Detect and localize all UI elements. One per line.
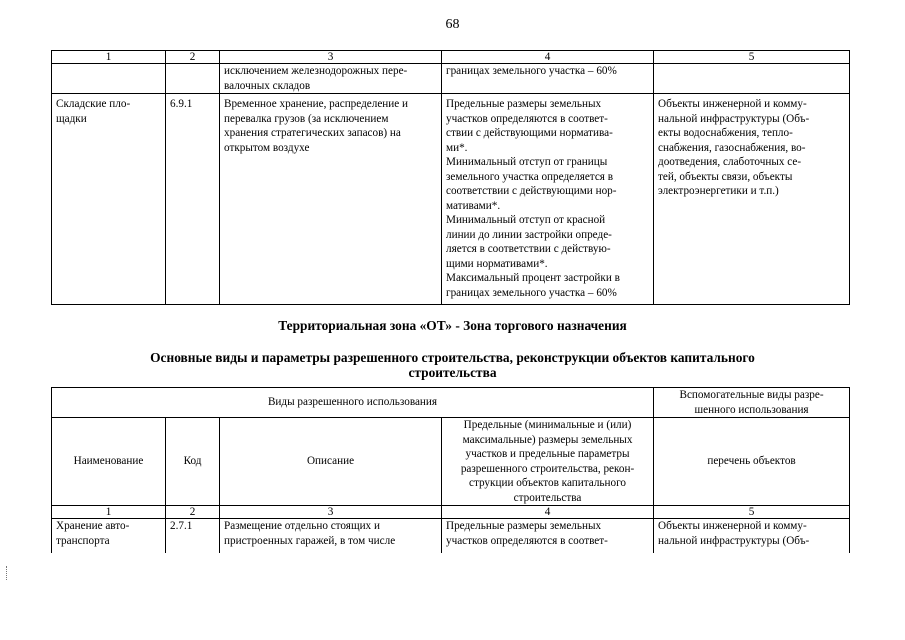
text-line: транспорта <box>56 534 110 547</box>
text-line: участков и предельные параметры <box>465 448 630 460</box>
header-parameters <box>442 418 654 506</box>
scan-margin-mark <box>6 566 11 580</box>
text-line: пристроенных гаражей, в том числе <box>224 534 396 547</box>
text-line: хранения стратегических запасов) на <box>224 127 401 139</box>
section-title <box>0 350 905 380</box>
bottom-table <box>51 387 850 553</box>
header-name: Наименование <box>52 418 166 506</box>
header-code: Код <box>166 418 220 506</box>
text-line: валочных складов <box>224 79 311 92</box>
text-line: Хранение авто- <box>56 520 130 532</box>
text-line: Объекты инженерной и комму- <box>658 98 807 110</box>
text-line: щими нормативами*. <box>446 257 548 270</box>
text-line: электроэнергетики и т.п.) <box>658 185 779 197</box>
header-row <box>52 418 850 506</box>
text-line: мативами*. <box>446 199 501 212</box>
continuation-parameters-cell <box>442 64 654 94</box>
text-line: разрешенного строительства, рекон- <box>460 462 635 475</box>
text-line: снабжения, газоснабжения, во- <box>658 141 806 154</box>
text-line: тей, объекты связи, объекты <box>658 170 793 183</box>
text-line: границах земельного участка – 60% <box>446 286 617 299</box>
continuation-auxiliary-cell <box>654 64 850 94</box>
col-number-2: 2 <box>166 506 220 519</box>
top-table-column-numbers <box>52 51 850 64</box>
text-line: перевалка грузов (за исключением <box>224 112 389 125</box>
text-line: ми*. <box>446 141 468 154</box>
col-number-4: 4 <box>442 506 654 519</box>
text-line: ляется в соответствии с действую- <box>446 243 611 255</box>
col-number-3: 3 <box>220 51 442 64</box>
text-line: нальной инфраструктуры (Объ- <box>658 534 810 547</box>
text-line: соответствии с действующими нор- <box>446 185 617 197</box>
col-number-5: 5 <box>654 506 850 519</box>
text-line: шенного использования <box>694 403 809 416</box>
text-line: нальной инфраструктуры (Объ- <box>658 112 810 125</box>
text-line: открытом воздухе <box>224 141 310 154</box>
text-line: Складские пло- <box>56 98 131 110</box>
text-line: участков определяются в соответ- <box>446 112 608 125</box>
text-line: исключением железнодорожных пере- <box>224 65 408 77</box>
text-line: доотведения, слаботочных се- <box>658 156 802 168</box>
row-parameters-cell <box>442 519 654 553</box>
text-line: Вспомогательные виды разре- <box>679 389 824 401</box>
col-number-5: 5 <box>654 51 850 64</box>
continuation-code-cell <box>166 64 220 94</box>
table-row <box>52 94 850 305</box>
continuation-name-cell <box>52 64 166 94</box>
table-row <box>52 519 850 553</box>
text-line: границах земельного участка – 60% <box>446 65 617 77</box>
col-number-3: 3 <box>220 506 442 519</box>
text-line: щадки <box>56 112 87 125</box>
text-line: струкции объектов капитального <box>469 477 627 489</box>
row-parameters-cell <box>442 94 654 305</box>
text-line: екты водоснабжения, тепло- <box>658 127 793 139</box>
text-line: Объекты инженерной и комму- <box>658 520 807 532</box>
text-line: Временное хранение, распределение и <box>224 98 409 110</box>
header-group-right <box>654 388 850 418</box>
text-line: Предельные размеры земельных <box>446 520 602 532</box>
continuation-description-cell <box>220 64 442 94</box>
row-auxiliary-cell <box>654 94 850 305</box>
col-number-1: 1 <box>52 51 166 64</box>
page-number: 68 <box>445 17 460 32</box>
col-number-2: 2 <box>166 51 220 64</box>
text-line: линии до линии застройки опреде- <box>446 228 612 241</box>
section-title-line: Основные виды и параметры разрешенного строительства, реконструкции объектов капитального <box>150 350 755 365</box>
col-number-4: 4 <box>442 51 654 64</box>
text-line: Предельные (минимальные и (или) <box>463 419 632 431</box>
row-code-cell: 2.7.1 <box>166 519 220 553</box>
text-line: Предельные размеры земельных <box>446 98 602 110</box>
table-row <box>52 64 850 94</box>
row-description-cell <box>220 94 442 305</box>
zone-title: Территориальная зона «ОТ» - Зона торгового назначения <box>278 318 627 333</box>
col-number-1: 1 <box>52 506 166 519</box>
header-group-left: Виды разрешенного использования <box>52 388 654 418</box>
header-group-row <box>52 388 850 418</box>
text-line: Максимальный процент застройки в <box>446 272 620 284</box>
top-table <box>51 50 850 305</box>
text-line: максимальные) размеры земельных <box>462 433 633 446</box>
row-auxiliary-cell <box>654 519 850 553</box>
text-line: Размещение отдельно стоящих и <box>224 520 380 532</box>
row-name-cell <box>52 94 166 305</box>
text-line: Минимальный отступ от красной <box>446 214 606 226</box>
row-description-cell <box>220 519 442 553</box>
header-objects: перечень объектов <box>654 418 850 506</box>
text-line: Минимальный отступ от границы <box>446 156 608 168</box>
text-line: земельного участка определяется в <box>446 170 614 183</box>
row-code-cell: 6.9.1 <box>166 94 220 305</box>
section-title-line: строительства <box>408 365 497 380</box>
bottom-table-column-numbers <box>52 506 850 519</box>
header-description: Описание <box>220 418 442 506</box>
row-name-cell <box>52 519 166 553</box>
text-line: строительства <box>513 491 582 504</box>
text-line: ствии с действующими норматива- <box>446 127 613 139</box>
text-line: участков определяются в соответ- <box>446 534 608 547</box>
